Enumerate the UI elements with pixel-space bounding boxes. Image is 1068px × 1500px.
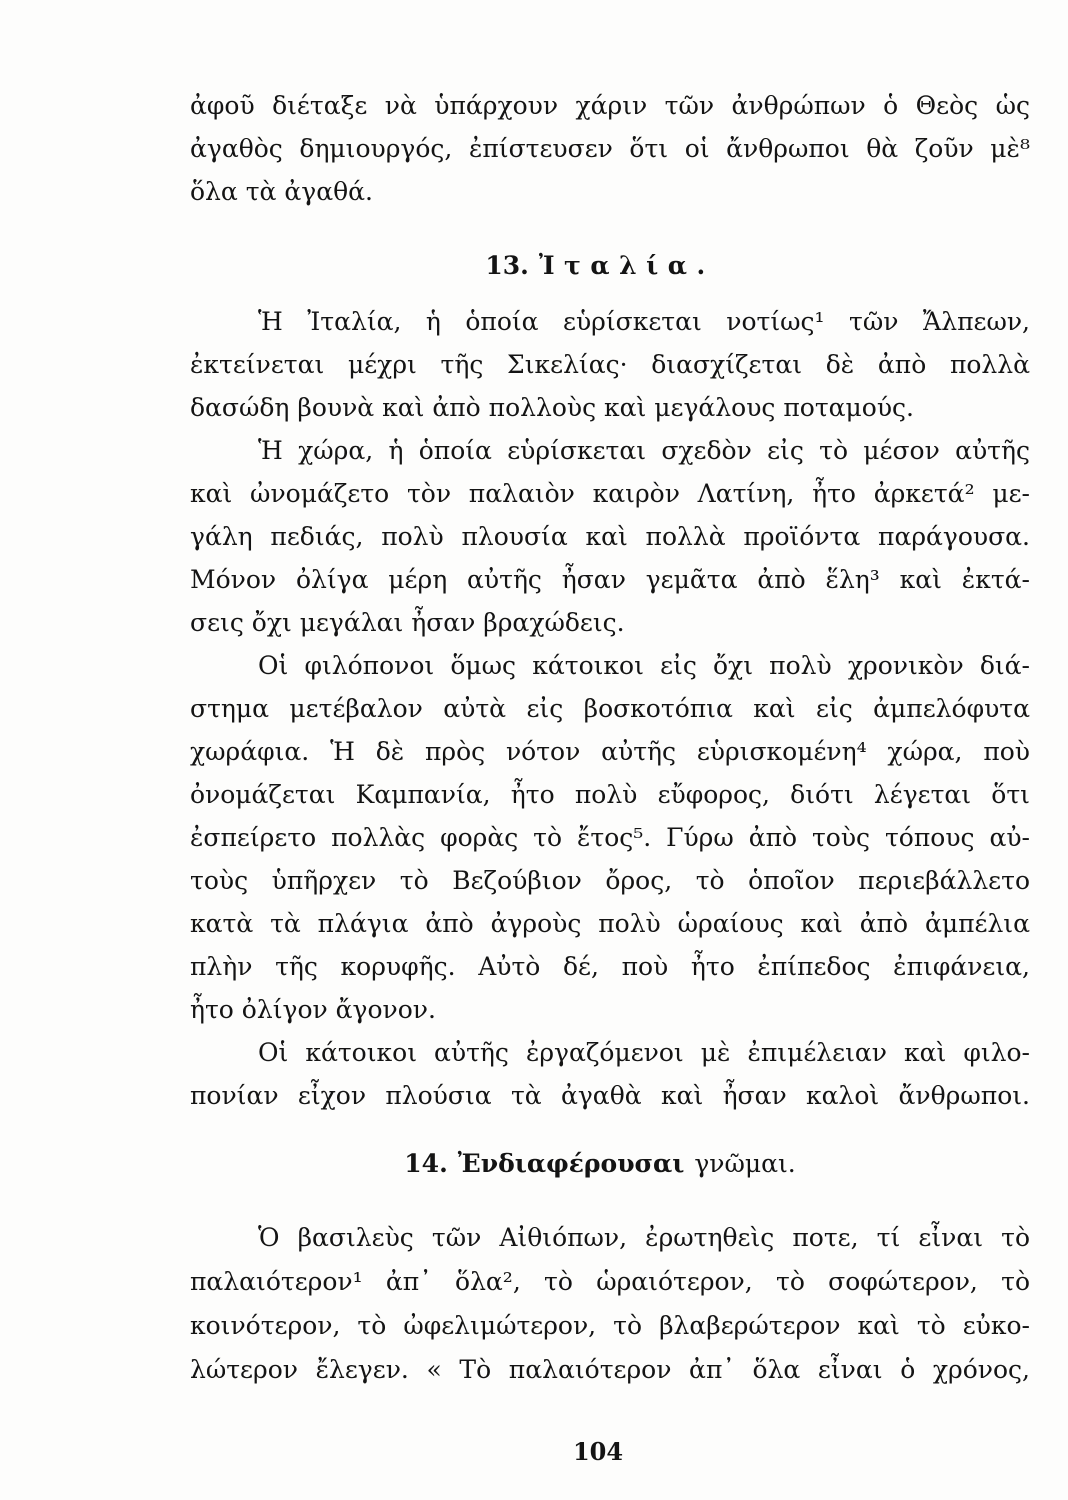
text-line: Μόνον ὀλίγα μέρη αὐτῆς ἦσαν γεμᾶτα ἀπὸ ἕλη³ καὶ ἐκτά- [190, 565, 1030, 594]
paragraph [190, 1031, 1030, 1117]
text-line: στημα μετέβαλον αὐτὰ εἰς βοσκοτόπια καὶ εἰς ἀμπελόφυτα [190, 694, 1030, 723]
section-number: 13. [485, 251, 529, 280]
text-line: Ἡ χώρα, ἡ ὁποία εὑρίσκεται σχεδὸν εἰς τὸ μέσον αὐτῆς [258, 436, 1030, 465]
text-line: κατὰ τὰ πλάγια ἀπὸ ἀγροὺς πολὺ ὡραίους καὶ ἀπὸ ἀμπέλια [190, 909, 1030, 938]
text-line: γάλη πεδιάς, πολὺ πλουσία καὶ πολλὰ προϊόντα παράγουσα. [190, 522, 1030, 551]
paragraph [190, 1216, 1030, 1392]
text-line: παλαιότερον¹ ἀπ᾿ ὅλα², τὸ ὡραιότερον, τὸ σοφώτερον, τὸ [190, 1267, 1030, 1296]
text-line: Ὁ βασιλεὺς τῶν Αἰθιόπων, ἐρωτηθεὶς ποτε, τί εἶναι τὸ [258, 1223, 1030, 1252]
text-line: δασώδη βουνὰ καὶ ἀπὸ πολλοὺς καὶ μεγάλους ποταμούς. [190, 393, 914, 422]
text-line: κοινότερον, τὸ ὠφελιμώτερον, τὸ βλαβερώτερον καὶ τὸ εὐκο- [190, 1311, 1030, 1340]
section-title-rest: γνῶμαι. [694, 1149, 796, 1178]
text-line: σεις ὄχι μεγάλαι ἦσαν βραχώδεις. [190, 608, 625, 637]
text-line: χωράφια. Ἡ δὲ πρὸς νότον αὐτῆς εὑρισκομένη⁴ χώρα, ποὺ [190, 737, 1030, 766]
text-line: καὶ ὠνομάζετο τὸν παλαιὸν καιρὸν Λατίνη, ἦτο ἀρκετά² με- [190, 479, 1030, 508]
text-line: ἐκτείνεται μέχρι τῆς Σικελίας· διασχίζεται δὲ ἀπὸ πολλὰ [190, 350, 1030, 379]
section-title: Ἐνδιαφέρουσαι [457, 1149, 685, 1178]
text-line: πλὴν τῆς κορυφῆς. Αὐτὸ δέ, ποὺ ἦτο ἐπίπεδος ἐπιφάνεια, [190, 952, 1030, 981]
text-line: πονίαν εἶχον πλούσια τὰ ἀγαθὰ καὶ ἦσαν καλοὶ ἄνθρωποι. [190, 1081, 1030, 1110]
text-line: ὅλα τὰ ἀγαθά. [190, 177, 373, 206]
section-heading [180, 244, 1020, 287]
text-line: Οἱ κάτοικοι αὐτῆς ἐργαζόμενοι μὲ ἐπιμέλειαν καὶ φιλο- [258, 1038, 1030, 1067]
text-line: ἦτο ὀλίγον ἄγονον. [190, 995, 436, 1024]
text-line: τοὺς ὑπῆρχεν τὸ Βεζούβιον ὄρος, τὸ ὁποῖον περιεβάλλετο [190, 866, 1030, 895]
intro-paragraph [190, 84, 1030, 213]
text-line: ἀγαθὸς δημιουργός, ἐπίστευσεν ὅτι οἱ ἄνθρωποι θὰ ζοῦν μὲ⁸ [190, 134, 1030, 163]
section-body [190, 300, 1030, 1117]
text-line: ὀνομάζεται Καμπανία, ἦτο πολὺ εὔφορος, διότι λέγεται ὅτι [190, 780, 1030, 809]
text-line: λώτερον ἔλεγεν. « Τὸ παλαιότερον ἀπ᾿ ὅλα εἶναι ὁ χρόνος, [190, 1355, 1030, 1384]
page-number: 104 [572, 1437, 624, 1466]
paragraph [190, 300, 1030, 429]
section-heading [180, 1142, 1020, 1185]
paragraph [190, 644, 1030, 1031]
text-line: ἀφοῦ διέταξε νὰ ὑπάρχουν χάριν τῶν ἀνθρώπων ὁ Θεὸς ὡς [190, 91, 1030, 120]
section-number: 14. [404, 1149, 448, 1178]
text-line: Ἡ Ἰταλία, ἡ ὁποία εὑρίσκεται νοτίως¹ τῶν Ἄλπεων, [258, 307, 1030, 336]
section-title: Ἰταλία. [538, 251, 715, 280]
paragraph [190, 429, 1030, 644]
text-line: Οἱ φιλόπονοι ὅμως κάτοικοι εἰς ὄχι πολὺ χρονικὸν διά- [258, 651, 1030, 680]
section-body [190, 1216, 1030, 1392]
text-line: ἐσπείρετο πολλὰς φορὰς τὸ ἔτος⁵. Γύρω ἀπὸ τοὺς τόπους αὐ- [190, 823, 1030, 852]
